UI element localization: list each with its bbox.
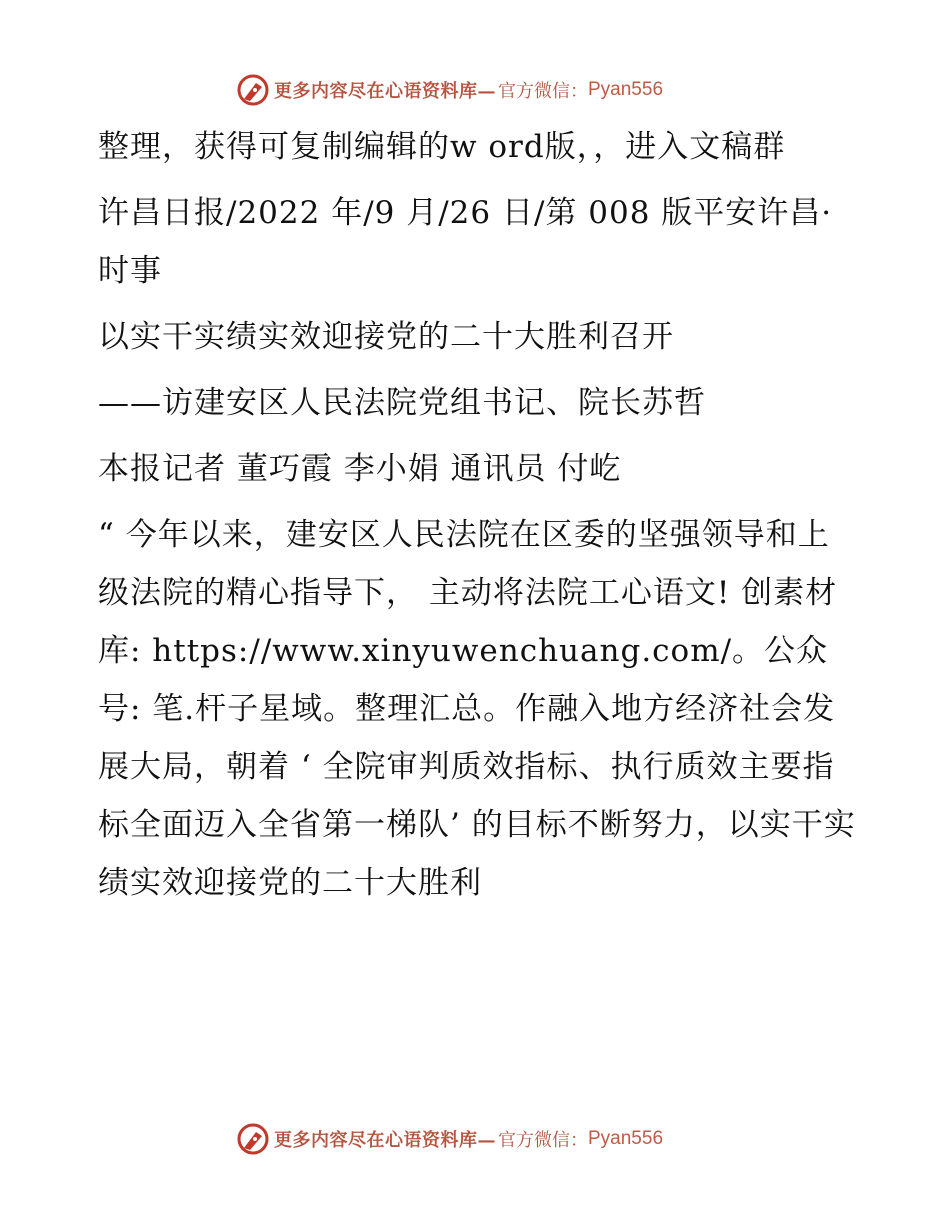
pen-nib-logo-icon (236, 73, 270, 107)
header-banner (236, 73, 663, 107)
article-subtitle: ——访建安区人民法院党组书记、院长苏哲 (98, 385, 706, 421)
footer-banner (236, 1122, 663, 1156)
article-title: 以实干实绩实效迎接党的二十大胜利召开 (98, 319, 674, 355)
banner-wechat-id: Pyan556 (588, 1128, 664, 1149)
intro-line: 整理，获得可复制编辑的w ord版，，进入文稿群 (98, 129, 786, 165)
banner-wechat-label: 官方微信： (498, 81, 588, 102)
banner-text: 更多内容尽在心语资料库— (274, 1130, 496, 1151)
source-line: 许昌日报/2022 年/9 月/26 日/第 008 版平安许昌· 时事 (98, 195, 833, 289)
pen-nib-logo-icon (236, 1122, 270, 1156)
document-body (98, 118, 858, 920)
byline: 本报记者 董巧霞 李小娟 通讯员 付屹 (98, 451, 622, 487)
banner-wechat-id: Pyan556 (588, 79, 664, 100)
banner-wechat-label: 官方微信： (498, 1130, 588, 1151)
body-paragraph: “ 今年以来，建安区人民法院在区委的坚强领导和上级法院的精心指导下， 主动将法院工心语文! 创素材库: https://www.xinyuwenchuang.com/。公众号: 笔.杆子星域。整理汇总。作融入地方经济社会发展大局，朝着 ‘ 全院审判质效指标、执行质效主要指标全面迈入全省第一梯队’ 的目标不断努力，以实干实绩实效迎接党的二十大胜利 (98, 517, 856, 901)
banner-text: 更多内容尽在心语资料库— (274, 81, 496, 102)
